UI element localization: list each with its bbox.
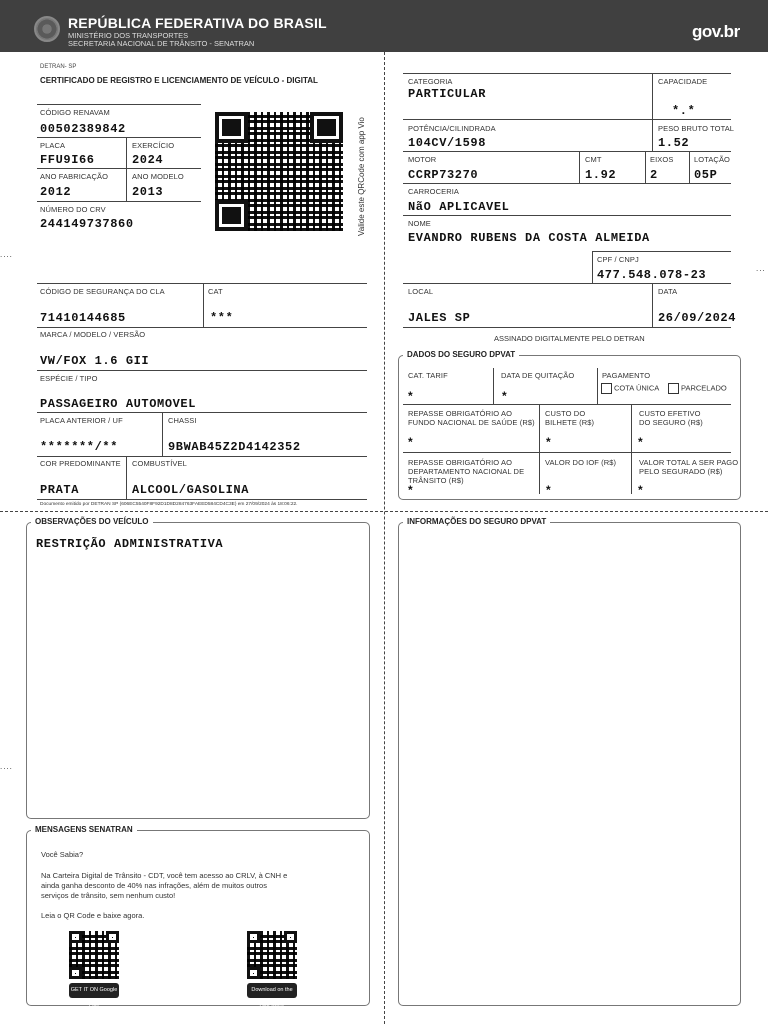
fold-mark: .... (0, 762, 13, 771)
marca-value: VW/FOX 1.6 GII (40, 354, 150, 368)
categoria-value: PARTICULAR (408, 87, 487, 101)
motor-label: MOTOR (408, 155, 437, 164)
especie-value: PASSAGEIRO AUTOMOVEL (40, 397, 197, 411)
cpf-value: 477.548.078-23 (597, 268, 707, 282)
potencia-value: 104CV/1598 (408, 136, 487, 150)
ano-fabricacao-value: 2012 (40, 185, 72, 199)
app-store-badge[interactable]: Download on the App Store (247, 983, 297, 998)
repasse-dn-value: * (408, 483, 413, 497)
info-dpvat-title: INFORMAÇÕES DO SEGURO DPVAT (403, 517, 550, 526)
cpf-label: CPF / CNPJ (597, 255, 639, 264)
parcelado-option[interactable]: PARCELADO (668, 383, 727, 394)
observacoes-text: RESTRIÇÃO ADMINISTRATIVA (36, 537, 224, 551)
local-value: JALES SP (408, 311, 471, 325)
cat-tarif-value: * (408, 389, 413, 403)
placa-anterior-label: PLACA ANTERIOR / UF (40, 416, 123, 425)
eixos-label: EIXOS (650, 155, 674, 164)
govbr-logo: gov.br (692, 22, 740, 41)
cor-value: PRATA (40, 483, 80, 497)
crv-label: NÚMERO DO CRV (40, 205, 106, 214)
categoria-label: CATEGORIA (408, 77, 453, 86)
detran-label: DETRAN- SP (40, 64, 77, 70)
header-ministry: MINISTÉRIO DOS TRANSPORTES (68, 31, 189, 40)
parcelado-checkbox[interactable] (668, 383, 679, 394)
local-label: LOCAL (408, 287, 434, 296)
iof-label: VALOR DO IOF (R$) (545, 458, 617, 467)
custo-bilhete-value: * (546, 435, 551, 449)
document-title: CERTIFICADO DE REGISTRO E LICENCIAMENTO DE VEÍCULO - DIGITAL (40, 76, 318, 85)
pagamento-label: PAGAMENTO (602, 371, 651, 380)
exercicio-value: 2024 (132, 153, 164, 167)
marca-label: MARCA / MODELO / VERSÃO (40, 330, 146, 339)
validation-qr-code[interactable] (215, 112, 343, 231)
qr-validation-caption: Valide este QRCode com app Vio (357, 117, 366, 236)
crv-value: 244149737860 (40, 217, 134, 231)
valor-total-label: VALOR TOTAL A SER PAGO PELO SEGURADO (R$) (639, 458, 739, 476)
peso-label: PESO BRUTO TOTAL (658, 124, 735, 133)
lotacao-label: LOTAÇÃO (694, 155, 730, 164)
mensagem-linha: ainda ganha desconto de 40% nas infrações, além de muitos outros (41, 881, 267, 890)
motor-value: CCRP73270 (408, 168, 479, 182)
repasse-fns-label: REPASSE OBRIGATÓRIO AO FUNDO NACIONAL DE SAÚDE (R$) (408, 409, 535, 427)
iof-value: * (546, 483, 551, 497)
observacoes-box (26, 522, 370, 819)
cota-unica-checkbox[interactable] (601, 383, 612, 394)
cla-label: CÓDIGO DE SEGURANÇA DO CLA (40, 287, 165, 296)
fold-mark: ... (756, 264, 766, 273)
chassi-value: 9BWAB45Z2D4142352 (168, 440, 301, 454)
cat-label: CAT (208, 287, 223, 296)
custo-efetivo-label: CUSTO EFETIVO DO SEGURO (R$) (639, 409, 703, 427)
dpvat-data-title: DADOS DO SEGURO DPVAT (403, 350, 519, 359)
observacoes-title: OBSERVAÇÕES DO VEÍCULO (31, 517, 153, 526)
cmt-label: CMT (585, 155, 602, 164)
cla-value: 71410144685 (40, 311, 126, 325)
cota-unica-option[interactable]: COTA ÚNICA (601, 383, 659, 394)
renavam-label: CÓDIGO RENAVAM (40, 108, 110, 117)
eixos-value: 2 (650, 168, 658, 182)
carroceria-label: CARROCERIA (408, 187, 460, 196)
placa-anterior-value: *******/** (40, 440, 119, 454)
mensagem-linha: Na Carteira Digital de Trânsito - CDT, você tem acesso ao CRLV, à CNH e (41, 871, 288, 880)
potencia-label: POTÊNCIA/CILINDRADA (408, 124, 496, 133)
ano-modelo-value: 2013 (132, 185, 164, 199)
repasse-dn-label: REPASSE OBRIGATÓRIO AO DEPARTAMENTO NACIONAL DE TRÂNSITO (R$) (408, 458, 525, 485)
repasse-fns-value: * (408, 435, 413, 449)
renavam-value: 00502389842 (40, 122, 126, 136)
header-title: REPÚBLICA FEDERATIVA DO BRASIL (68, 15, 327, 31)
combustivel-label: COMBUSTÍVEL (132, 459, 187, 468)
valor-total-value: * (638, 483, 643, 497)
mensagem-chamada: Leia o QR Code e baixe agora. (41, 911, 145, 920)
fold-mark: .... (0, 250, 13, 259)
custo-efetivo-value: * (638, 435, 643, 449)
nome-label: NOME (408, 219, 431, 228)
peso-value: 1.52 (658, 136, 690, 150)
data-value: 26/09/2024 (658, 311, 737, 325)
horizontal-cut-line (0, 511, 768, 512)
capacidade-value: *.* (672, 104, 696, 118)
combustivel-value: ALCOOL/GASOLINA (132, 483, 250, 497)
app-store-qr-code[interactable] (247, 931, 297, 979)
cat-value: *** (210, 311, 234, 325)
placa-label: PLACA (40, 141, 66, 150)
placa-value: FFU9I66 (40, 153, 95, 167)
ano-modelo-label: ANO MODELO (132, 172, 184, 181)
info-dpvat-box (398, 522, 741, 1006)
nome-value: EVANDRO RUBENS DA COSTA ALMEIDA (408, 231, 650, 245)
coat-of-arms-icon (34, 16, 60, 42)
cat-tarif-label: CAT. TARIF (408, 371, 448, 380)
google-play-badge[interactable]: GET IT ON Google Play (69, 983, 119, 998)
especie-label: ESPÉCIE / TIPO (40, 374, 98, 383)
carroceria-value: NãO APLICAVEL (408, 200, 510, 214)
data-quitacao-label: DATA DE QUITAÇÃO (501, 371, 575, 380)
vertical-cut-line (384, 52, 385, 1024)
custo-bilhete-label: CUSTO DO BILHETE (R$) (545, 409, 595, 427)
mensagem-pergunta: Você Sabia? (41, 850, 84, 859)
cor-label: COR PREDOMINANTE (40, 459, 121, 468)
emission-note: Documento emitido por DETRAN SP (606EC5540F8F92D1D8D284763FAEED584CD4C3E) em 27/09/2024 às 18:06:22. (40, 502, 298, 507)
mensagem-linha: serviços de trânsito, sem nenhum custo! (41, 891, 176, 900)
ano-fabricacao-label: ANO FABRICAÇÃO (40, 172, 109, 181)
header-secretariat: SECRETARIA NACIONAL DE TRÂNSITO - SENATRAN (68, 38, 255, 48)
data-quitacao-value: * (502, 389, 507, 403)
google-play-qr-code[interactable] (69, 931, 119, 979)
lotacao-value: 05P (694, 168, 718, 182)
mensagens-title: MENSAGENS SENATRAN (31, 825, 137, 834)
exercicio-label: EXERCÍCIO (132, 141, 175, 150)
chassi-label: CHASSI (168, 416, 197, 425)
cmt-value: 1.92 (585, 168, 617, 182)
capacidade-label: CAPACIDADE (658, 77, 708, 86)
data-label: DATA (658, 287, 678, 296)
digital-signature-note: ASSINADO DIGITALMENTE PELO DETRAN (494, 334, 645, 343)
